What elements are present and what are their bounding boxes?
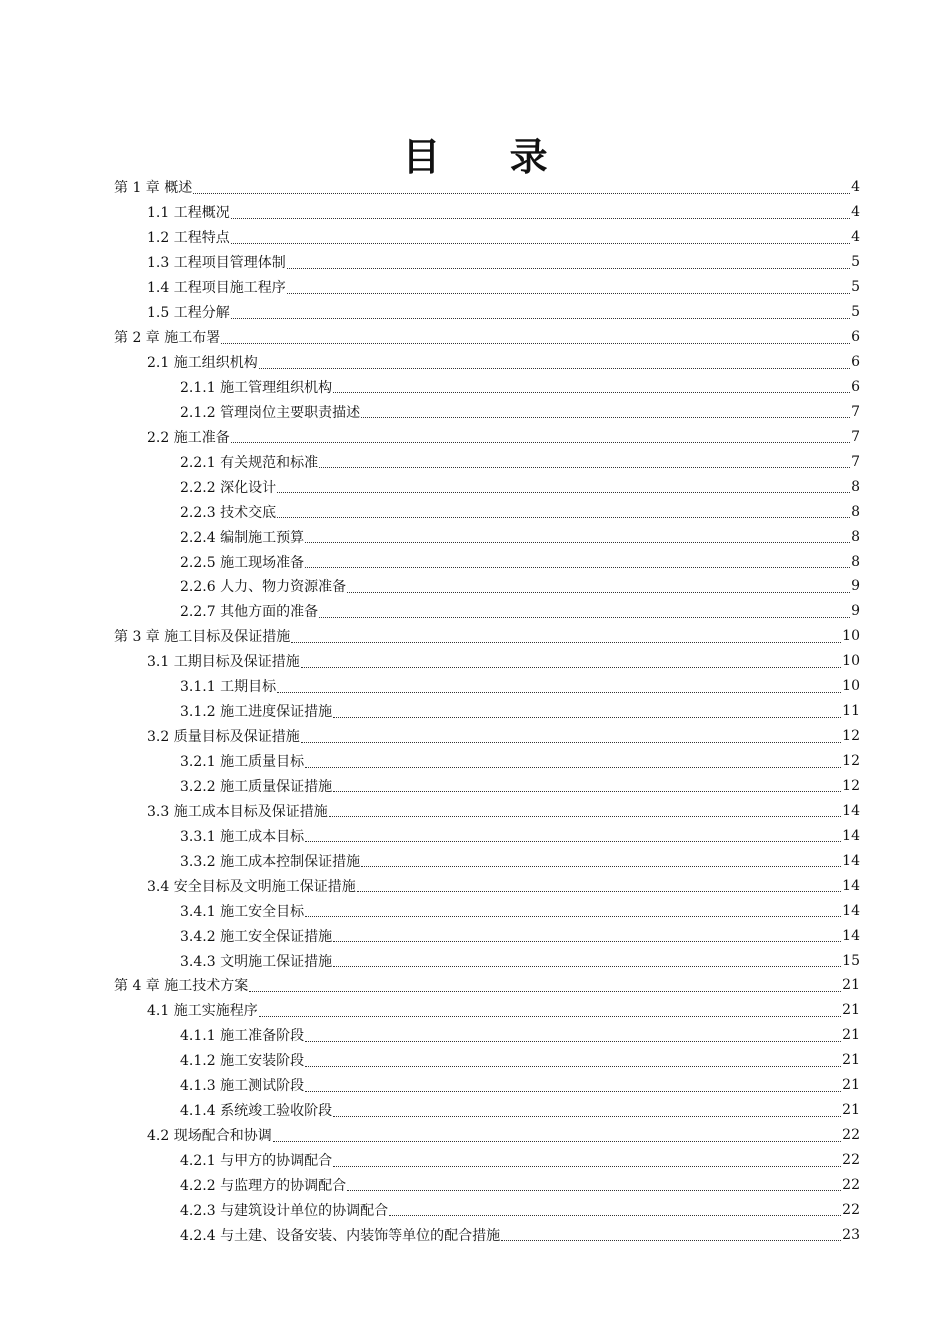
toc-entry[interactable] [114, 624, 860, 649]
toc-entry[interactable] [114, 1023, 860, 1048]
toc-entry[interactable] [114, 175, 860, 200]
toc-leader-dots [193, 192, 850, 194]
toc-entry-label: 2.2.5 施工现场准备 [180, 554, 305, 571]
toc-leader-dots [361, 865, 841, 867]
toc-entry[interactable] [114, 1148, 860, 1173]
table-of-contents [114, 175, 860, 1247]
toc-entry-page: 8 [851, 528, 860, 545]
toc-entry[interactable] [114, 200, 860, 225]
toc-entry-label: 2.2.3 技术交底 [180, 504, 277, 521]
toc-leader-dots [273, 1140, 841, 1142]
toc-entry-label: 3.1.1 工期目标 [180, 679, 277, 696]
toc-entry-label: 第 3 章 施工目标及保证措施 [114, 629, 291, 646]
toc-entry-page: 6 [851, 329, 860, 346]
toc-entry-page: 22 [842, 1176, 860, 1193]
toc-leader-dots [347, 591, 850, 593]
toc-entry-page: 8 [851, 503, 860, 520]
toc-entry-label: 4.1 施工实施程序 [147, 1003, 258, 1020]
toc-leader-dots [329, 815, 841, 817]
toc-leader-dots [305, 1090, 841, 1092]
toc-leader-dots [305, 1065, 841, 1067]
toc-entry-page: 6 [851, 354, 860, 371]
toc-entry-label: 1.4 工程项目施工程序 [147, 280, 286, 297]
toc-entry[interactable] [114, 275, 860, 300]
toc-entry-label: 4.2.4 与土建、设备安装、内装饰等单位的配合措施 [180, 1227, 501, 1244]
toc-entry-label: 3.4 安全目标及文明施工保证措施 [147, 878, 356, 895]
toc-entry-page: 23 [842, 1226, 860, 1243]
toc-entry-page: 4 [851, 204, 860, 221]
toc-entry-page: 5 [851, 254, 860, 271]
toc-entry-page: 10 [842, 628, 860, 645]
toc-entry-page: 9 [851, 578, 860, 595]
toc-leader-dots [333, 1115, 841, 1117]
toc-entry[interactable] [114, 1197, 860, 1222]
toc-entry[interactable] [114, 823, 860, 848]
toc-entry[interactable] [114, 300, 860, 325]
toc-entry-page: 9 [851, 603, 860, 620]
toc-entry-page: 14 [842, 802, 860, 819]
toc-entry-label: 4.2.3 与建筑设计单位的协调配合 [180, 1202, 389, 1219]
toc-entry-label: 3.3.2 施工成本控制保证措施 [180, 853, 361, 870]
toc-entry-page: 8 [851, 478, 860, 495]
toc-leader-dots [333, 391, 850, 393]
toc-leader-dots [333, 1165, 841, 1167]
toc-entry[interactable] [114, 1073, 860, 1098]
toc-leader-dots [333, 940, 841, 942]
toc-entry[interactable] [114, 774, 860, 799]
toc-entry-label: 第 2 章 施工布署 [114, 330, 221, 347]
toc-entry[interactable] [114, 1123, 860, 1148]
toc-entry[interactable] [114, 474, 860, 499]
toc-entry-page: 14 [842, 827, 860, 844]
toc-leader-dots [333, 790, 841, 792]
toc-entry-page: 21 [842, 977, 860, 994]
toc-leader-dots [277, 691, 841, 693]
toc-entry-label: 3.1 工期目标及保证措施 [147, 654, 300, 671]
toc-entry[interactable] [114, 798, 860, 823]
toc-entry[interactable] [114, 923, 860, 948]
toc-entry-page: 21 [842, 1002, 860, 1019]
toc-entry-page: 22 [842, 1152, 860, 1169]
toc-entry-page: 11 [842, 703, 860, 720]
toc-leader-dots [287, 292, 850, 294]
toc-entry-label: 1.5 工程分解 [147, 305, 230, 322]
toc-leader-dots [287, 267, 850, 269]
toc-entry-label: 3.2.2 施工质量保证措施 [180, 778, 333, 795]
toc-leader-dots [259, 1015, 841, 1017]
toc-entry-label: 2.2.1 有关规范和标准 [180, 454, 319, 471]
toc-entry[interactable] [114, 1098, 860, 1123]
toc-entry-page: 7 [851, 403, 860, 420]
toc-leader-dots [231, 317, 850, 319]
toc-entry[interactable] [114, 873, 860, 898]
toc-leader-dots [333, 716, 841, 718]
toc-entry[interactable] [114, 1173, 860, 1198]
toc-leader-dots [357, 890, 841, 892]
toc-entry-page: 10 [842, 678, 860, 695]
toc-leader-dots [221, 342, 850, 344]
toc-entry-label: 3.3 施工成本目标及保证措施 [147, 803, 328, 820]
toc-entry-label: 4.2 现场配合和协调 [147, 1128, 272, 1145]
toc-leader-dots [319, 616, 850, 618]
toc-entry-page: 14 [842, 852, 860, 869]
toc-entry-page: 22 [842, 1201, 860, 1218]
toc-entry-page: 5 [851, 304, 860, 321]
toc-entry-label: 2.2.7 其他方面的准备 [180, 604, 319, 621]
toc-leader-dots [305, 1040, 841, 1042]
toc-entry[interactable] [114, 973, 860, 998]
toc-leader-dots [305, 566, 850, 568]
toc-entry[interactable] [114, 549, 860, 574]
toc-entry-page: 21 [842, 1027, 860, 1044]
toc-leader-dots [347, 1189, 841, 1191]
toc-entry-page: 12 [842, 777, 860, 794]
toc-entry-label: 4.2.1 与甲方的协调配合 [180, 1153, 333, 1170]
toc-entry[interactable] [114, 1222, 860, 1247]
toc-leader-dots [501, 1239, 841, 1241]
toc-entry-label: 2.2.4 编制施工预算 [180, 529, 305, 546]
toc-leader-dots [361, 416, 850, 418]
toc-entry-page: 14 [842, 927, 860, 944]
toc-leader-dots [277, 491, 850, 493]
toc-entry[interactable] [114, 724, 860, 749]
toc-leader-dots [319, 466, 850, 468]
toc-entry-page: 21 [842, 1077, 860, 1094]
toc-entry-label: 2.2.2 深化设计 [180, 479, 277, 496]
toc-entry-page: 4 [851, 229, 860, 246]
toc-entry-label: 2.2 施工准备 [147, 429, 230, 446]
toc-entry-label: 3.3.1 施工成本目标 [180, 828, 305, 845]
toc-entry-label: 3.4.1 施工安全目标 [180, 903, 305, 920]
toc-entry[interactable] [114, 375, 860, 400]
page-title: 目 录 [402, 134, 576, 179]
toc-leader-dots [305, 766, 841, 768]
toc-entry-label: 3.4.3 文明施工保证措施 [180, 953, 333, 970]
toc-leader-dots [231, 217, 850, 219]
toc-leader-dots [259, 367, 850, 369]
toc-entry-page: 7 [851, 453, 860, 470]
toc-entry[interactable] [114, 250, 860, 275]
toc-entry[interactable] [114, 948, 860, 973]
toc-entry-page: 6 [851, 378, 860, 395]
toc-leader-dots [301, 741, 841, 743]
toc-entry-label: 1.3 工程项目管理体制 [147, 255, 286, 272]
toc-leader-dots [277, 516, 850, 518]
toc-leader-dots [231, 242, 850, 244]
toc-entry-label: 4.2.2 与监理方的协调配合 [180, 1177, 347, 1194]
toc-entry[interactable] [114, 524, 860, 549]
toc-leader-dots [305, 541, 850, 543]
toc-entry[interactable] [114, 674, 860, 699]
toc-entry-page: 14 [842, 902, 860, 919]
toc-leader-dots [333, 965, 841, 967]
toc-entry-label: 1.1 工程概况 [147, 205, 230, 222]
toc-entry[interactable] [114, 699, 860, 724]
toc-entry-page: 12 [842, 753, 860, 770]
toc-entry-label: 2.1.1 施工管理组织机构 [180, 379, 333, 396]
toc-leader-dots [305, 915, 841, 917]
toc-entry-label: 3.2 质量目标及保证措施 [147, 729, 300, 746]
toc-leader-dots [231, 441, 850, 443]
toc-entry-label: 4.1.4 系统竣工验收阶段 [180, 1103, 333, 1120]
toc-entry-page: 7 [851, 428, 860, 445]
toc-entry-label: 第 1 章 概述 [114, 180, 193, 197]
toc-entry-label: 4.1.3 施工测试阶段 [180, 1078, 305, 1095]
toc-entry-label: 1.2 工程特点 [147, 230, 230, 247]
toc-entry[interactable] [114, 749, 860, 774]
toc-entry[interactable] [114, 449, 860, 474]
toc-entry-page: 22 [842, 1127, 860, 1144]
toc-entry[interactable] [114, 499, 860, 524]
toc-entry-page: 14 [842, 877, 860, 894]
toc-entry[interactable] [114, 1048, 860, 1073]
toc-entry-page: 21 [842, 1102, 860, 1119]
toc-entry-label: 3.4.2 施工安全保证措施 [180, 928, 333, 945]
toc-entry-page: 10 [842, 653, 860, 670]
toc-entry-label: 3.2.1 施工质量目标 [180, 754, 305, 771]
toc-entry-page: 4 [851, 179, 860, 196]
toc-entry-label: 2.1.2 管理岗位主要职责描述 [180, 404, 361, 421]
toc-entry[interactable] [114, 424, 860, 449]
toc-entry[interactable] [114, 649, 860, 674]
toc-leader-dots [291, 641, 841, 643]
toc-entry-label: 4.1.1 施工准备阶段 [180, 1028, 305, 1045]
toc-entry[interactable] [114, 599, 860, 624]
toc-entry-label: 2.2.6 人力、物力资源准备 [180, 579, 347, 596]
toc-entry[interactable] [114, 998, 860, 1023]
toc-leader-dots [305, 840, 841, 842]
toc-leader-dots [389, 1214, 841, 1216]
toc-entry[interactable] [114, 350, 860, 375]
toc-entry-page: 5 [851, 279, 860, 296]
toc-entry-label: 第 4 章 施工技术方案 [114, 978, 249, 995]
toc-leader-dots [301, 666, 841, 668]
toc-entry[interactable] [114, 898, 860, 923]
toc-entry-label: 4.1.2 施工安装阶段 [180, 1053, 305, 1070]
toc-entry-page: 8 [851, 553, 860, 570]
toc-entry-page: 15 [842, 952, 860, 969]
toc-entry-page: 12 [842, 728, 860, 745]
toc-leader-dots [249, 990, 841, 992]
toc-entry[interactable] [114, 399, 860, 424]
toc-entry[interactable] [114, 225, 860, 250]
toc-entry-label: 3.1.2 施工进度保证措施 [180, 704, 333, 721]
toc-entry[interactable] [114, 325, 860, 350]
toc-entry[interactable] [114, 848, 860, 873]
toc-entry[interactable] [114, 574, 860, 599]
toc-entry-label: 2.1 施工组织机构 [147, 355, 258, 372]
toc-entry-page: 21 [842, 1052, 860, 1069]
